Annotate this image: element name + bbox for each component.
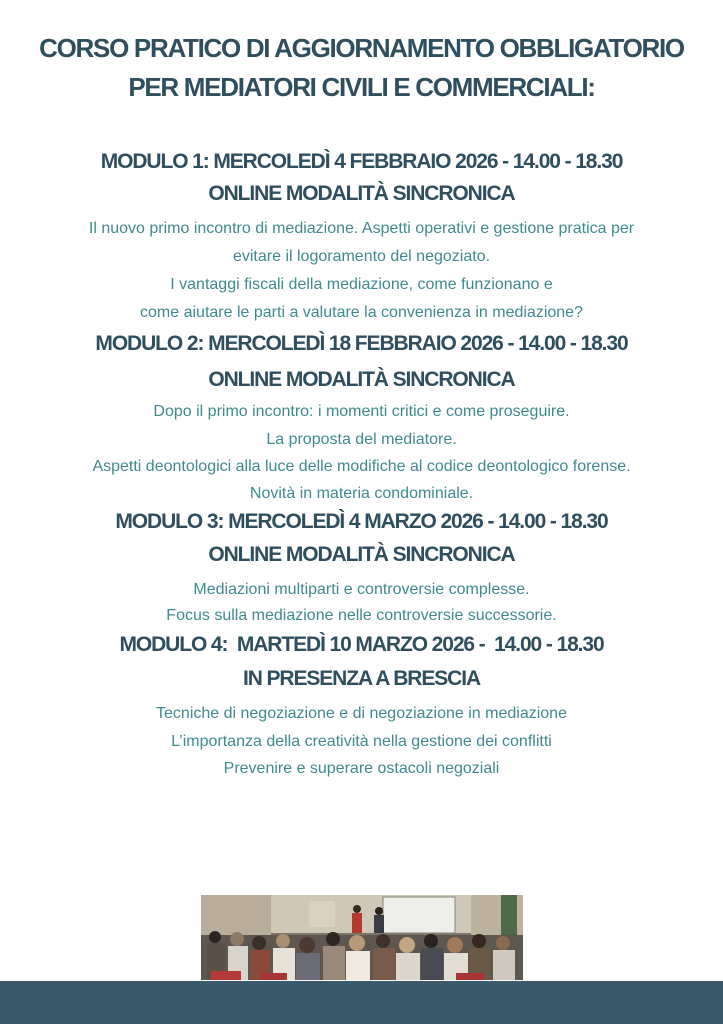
classroom-photo — [201, 895, 523, 980]
module-3-heading: MODULO 3: MERCOLEDÌ 4 MARZO 2026 - 14.00 - 18.30 — [115, 510, 608, 533]
module-4-line-3: Prevenire e superare ostacoli negoziali — [223, 760, 500, 777]
module-4-heading: MODULO 4: MARTEDÌ 10 MARZO 2026 - 14.00 - 18.30 — [119, 633, 604, 656]
page-title-line-1: CORSO PRATICO DI AGGIORNAMENTO OBBLIGATORIO — [39, 33, 684, 63]
module-4-line-1: Tecniche di negoziazione e di negoziazione in mediazione — [156, 705, 567, 722]
module-4-line-2: L’importanza della creatività nella gestione dei conflitti — [171, 733, 552, 750]
page-title-line-2: PER MEDIATORI CIVILI E COMMERCIALI: — [128, 72, 595, 102]
module-2-line-1: Dopo il primo incontro: i momenti critici e come proseguire. — [153, 403, 570, 420]
module-2-line-2: La proposta del mediatore. — [266, 431, 457, 448]
module-1-line-1: Il nuovo primo incontro di mediazione. Aspetti operativi e gestione pratica per — [88, 220, 635, 237]
module-1-line-2: evitare il logoramento del negoziato. — [232, 248, 491, 265]
module-4-mode: IN PRESENZA A BRESCIA — [242, 667, 481, 690]
module-1-line-4: come aiutare le parti a valutare la convenienza in mediazione? — [140, 304, 583, 321]
module-2-line-4: Novità in materia condominiale. — [249, 485, 474, 502]
module-2-mode: ONLINE MODALITÀ SINCRONICA — [208, 368, 515, 391]
module-2-heading: MODULO 2: MERCOLEDÌ 18 FEBBRAIO 2026 - 14.00 - 18.30 — [95, 332, 628, 355]
module-1-mode: ONLINE MODALITÀ SINCRONICA — [208, 182, 515, 205]
module-3-line-1: Mediazioni multiparti e controversie complesse. — [193, 581, 530, 598]
module-3-mode: ONLINE MODALITÀ SINCRONICA — [208, 543, 515, 566]
module-1-heading: MODULO 1: MERCOLEDÌ 4 FEBBRAIO 2026 - 14.00 - 18.30 — [100, 150, 623, 173]
module-3-line-2: Focus sulla mediazione nelle controversie successorie. — [166, 607, 557, 624]
module-2-line-3: Aspetti deontologici alla luce delle modifiche al codice deontologico forense. — [92, 458, 631, 475]
classroom-illustration — [201, 895, 523, 980]
module-1-line-3: I vantaggi fiscali della mediazione, come funzionano e — [170, 276, 553, 293]
footer-band — [0, 981, 723, 1024]
